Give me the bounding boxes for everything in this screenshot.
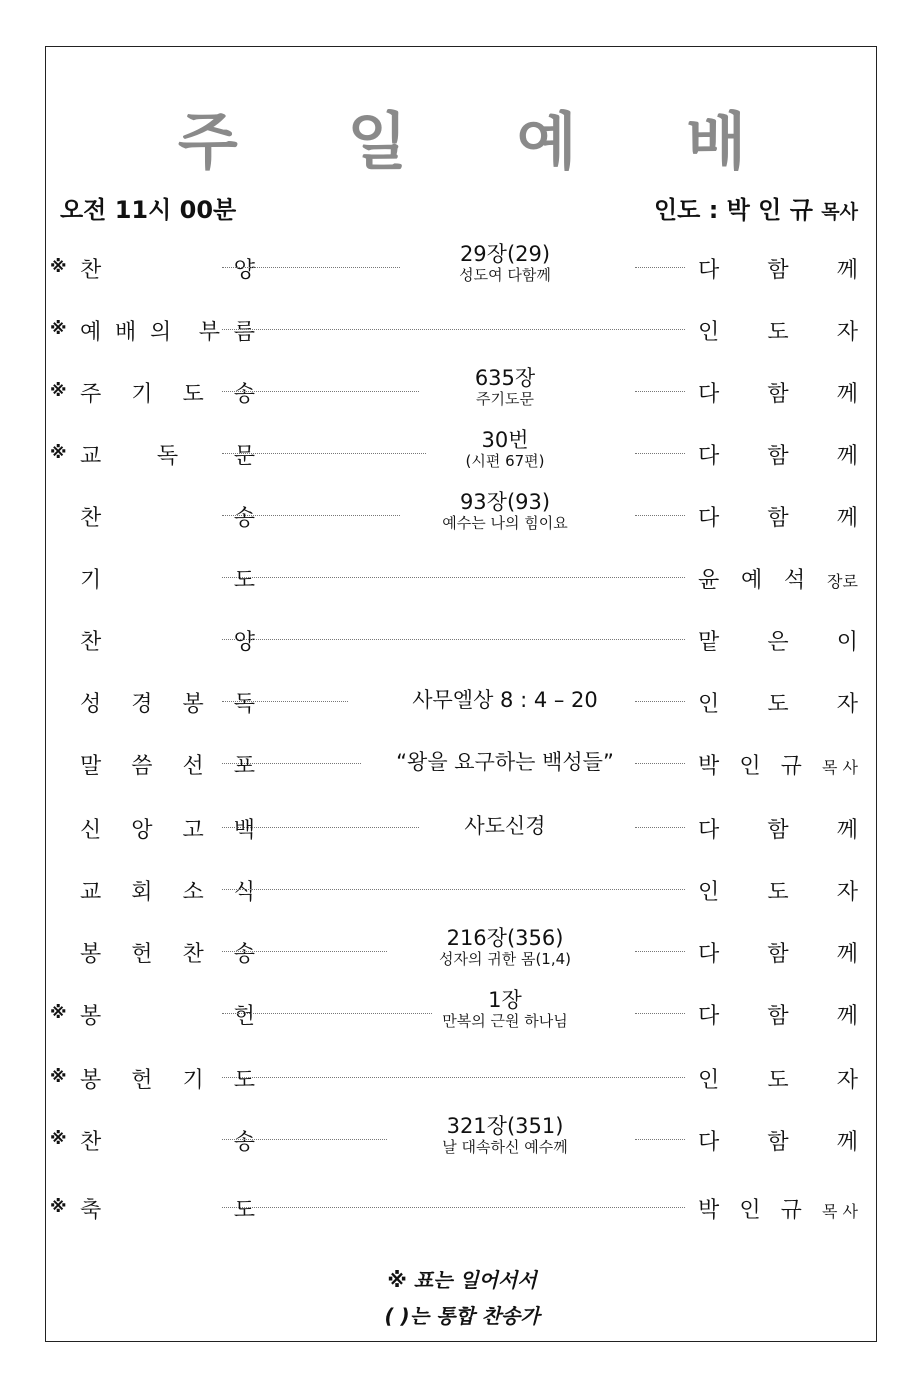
item-content	[320, 814, 690, 838]
person-title: 장로	[827, 572, 858, 591]
leader-dots	[222, 639, 685, 640]
item-label	[80, 1125, 255, 1156]
person-char: 도	[767, 692, 789, 717]
item-sub: 성도여 다함께	[459, 266, 551, 284]
leader-name: 인도 : 박 인 규	[653, 196, 813, 224]
person-char: 규	[780, 754, 802, 779]
standing-mark: ※	[50, 443, 67, 463]
item-content	[320, 490, 690, 532]
label-char: 독	[156, 444, 179, 469]
label-char: 경	[131, 692, 153, 717]
person-char: 다	[698, 382, 720, 407]
item-label	[80, 439, 255, 470]
service-item	[50, 986, 860, 1042]
item-main: “왕을 요구하는 백성들”	[396, 750, 614, 774]
standing-mark: ※	[50, 319, 67, 339]
person-char: 자	[836, 692, 858, 717]
label-char: 헌	[233, 1004, 255, 1029]
service-item	[50, 488, 860, 544]
service-item	[50, 674, 860, 730]
person-char: 께	[836, 444, 858, 469]
label-char: 양	[233, 258, 255, 283]
item-label	[80, 875, 255, 906]
label-char: 의	[150, 320, 172, 345]
item-label	[80, 563, 255, 594]
label-char: 주	[80, 382, 102, 407]
service-item	[50, 1050, 860, 1106]
item-person	[698, 687, 858, 718]
person-char: 다	[698, 506, 720, 531]
label-char: 봉	[80, 1004, 102, 1029]
item-person	[698, 749, 858, 780]
standing-mark: ※	[50, 1197, 67, 1217]
item-label	[80, 625, 255, 656]
item-label	[80, 315, 255, 346]
service-item	[50, 364, 860, 420]
item-content	[320, 688, 690, 712]
person-char: 인	[698, 880, 720, 905]
item-content	[320, 242, 690, 284]
leader-dots	[222, 889, 685, 890]
person-char: 자	[836, 320, 858, 345]
person-char: 함	[767, 942, 789, 967]
person-char: 함	[767, 1130, 789, 1155]
service-time: 오전 11시 00분	[60, 196, 237, 224]
person-char: 인	[698, 1068, 720, 1093]
person-char: 박	[698, 754, 720, 779]
item-label	[80, 253, 255, 284]
label-char: 봉	[80, 942, 102, 967]
person-title: 목 사	[821, 1202, 858, 1221]
page-title: 주 일 예 배	[177, 105, 791, 178]
item-sub: 예수는 나의 힘이요	[442, 514, 568, 532]
label-char: 기	[182, 1068, 204, 1093]
item-main: 216장(356)	[446, 926, 564, 950]
person-char: 인	[739, 1198, 761, 1223]
item-person	[698, 501, 858, 532]
item-sub: 만복의 근원 하나님	[442, 1012, 568, 1030]
person-char: 다	[698, 1130, 720, 1155]
item-person	[698, 1193, 858, 1224]
label-char: 찬	[80, 506, 102, 531]
item-person	[698, 563, 858, 594]
footer-note-standing: ※ 표는 일어서서	[387, 1268, 537, 1292]
label-char: 봉	[80, 1068, 102, 1093]
item-person	[698, 253, 858, 284]
label-char: 교	[80, 880, 102, 905]
person-char: 다	[698, 1004, 720, 1029]
item-main: 1장	[488, 988, 522, 1012]
person-title: 목 사	[821, 758, 858, 777]
person-char: 윤	[698, 568, 720, 593]
label-char: 름	[233, 320, 255, 345]
standing-mark: ※	[50, 1129, 67, 1149]
service-item	[50, 550, 860, 606]
label-char: 송	[233, 942, 255, 967]
item-person	[698, 377, 858, 408]
person-char: 함	[767, 506, 789, 531]
label-char: 신	[80, 818, 102, 843]
person-char: 예	[741, 568, 763, 593]
label-char: 찬	[182, 942, 204, 967]
item-main: 321장(351)	[446, 1114, 564, 1138]
item-person	[698, 875, 858, 906]
leader-title: 목사	[821, 201, 858, 223]
item-label	[80, 1193, 255, 1224]
person-char: 함	[767, 818, 789, 843]
leader-dots	[222, 1077, 685, 1078]
item-label	[80, 687, 255, 718]
service-item	[50, 240, 860, 296]
person-char: 도	[767, 320, 789, 345]
label-char: 교	[80, 444, 102, 469]
item-main: 사도신경	[464, 814, 546, 838]
label-char: 고	[182, 818, 204, 843]
label-char: 도	[233, 1068, 255, 1093]
standing-mark: ※	[50, 381, 67, 401]
label-char: 백	[233, 818, 255, 843]
person-char: 맡	[698, 630, 720, 655]
item-label	[80, 937, 255, 968]
item-content	[320, 1114, 690, 1156]
label-char: 앙	[131, 818, 153, 843]
item-main: 29장(29)	[459, 242, 551, 266]
item-content	[320, 750, 690, 774]
standing-mark: ※	[50, 1067, 67, 1087]
label-char: 선	[182, 754, 204, 779]
label-char: 기	[131, 382, 153, 407]
standing-mark: ※	[50, 1003, 67, 1023]
item-sub: 주기도문	[476, 390, 534, 408]
person-char: 이	[836, 630, 858, 655]
item-main: 사무엘상 8 : 4 – 20	[412, 688, 598, 712]
label-char: 성	[80, 692, 102, 717]
person-char: 함	[767, 382, 789, 407]
label-char: 찬	[80, 258, 102, 283]
person-char: 자	[836, 1068, 858, 1093]
item-person	[698, 625, 858, 656]
person-char: 다	[698, 818, 720, 843]
label-char: 헌	[131, 1068, 153, 1093]
item-label	[80, 377, 255, 408]
service-item	[50, 862, 860, 918]
item-sub: (시편 67편)	[465, 452, 545, 470]
person-char: 도	[767, 1068, 789, 1093]
label-char: 송	[233, 506, 255, 531]
person-char: 함	[767, 1004, 789, 1029]
standing-mark: ※	[50, 257, 67, 277]
item-label	[80, 1063, 255, 1094]
service-item	[50, 736, 860, 792]
item-content	[320, 366, 690, 408]
label-char: 양	[233, 630, 255, 655]
service-item	[50, 924, 860, 980]
item-content	[320, 428, 690, 470]
item-sub: 성자의 귀한 몸(1,4)	[438, 950, 572, 968]
label-char: 찬	[80, 1130, 102, 1155]
person-char: 박	[698, 1198, 720, 1223]
item-label	[80, 813, 255, 844]
label-char: 말	[80, 754, 102, 779]
item-person	[698, 439, 858, 470]
person-char: 께	[836, 382, 858, 407]
footer-note-hymnal: ( )는 통합 찬송가	[384, 1304, 540, 1328]
person-char: 인	[698, 320, 720, 345]
item-label	[80, 749, 255, 780]
item-sub: 날 대속하신 예수께	[442, 1138, 568, 1156]
item-person	[698, 999, 858, 1030]
label-char: 식	[233, 880, 255, 905]
person-char: 께	[836, 1130, 858, 1155]
person-char: 규	[780, 1198, 802, 1223]
label-char: 배	[115, 320, 137, 345]
item-main: 30번	[481, 428, 529, 452]
leader-dots	[222, 577, 685, 578]
person-char: 함	[767, 258, 789, 283]
label-char: 예	[80, 320, 102, 345]
person-char: 께	[836, 506, 858, 531]
item-person	[698, 937, 858, 968]
service-item	[50, 800, 860, 856]
leader-dots	[222, 1207, 685, 1208]
item-person	[698, 1125, 858, 1156]
person-char: 께	[836, 1004, 858, 1029]
person-char: 인	[698, 692, 720, 717]
label-char: 헌	[131, 942, 153, 967]
label-char: 도	[182, 382, 204, 407]
person-char: 석	[784, 568, 806, 593]
service-item	[50, 612, 860, 668]
label-char: 부	[198, 320, 220, 345]
service-leader	[654, 190, 858, 225]
item-main: 93장(93)	[459, 490, 551, 514]
service-item	[50, 1180, 860, 1236]
label-char: 회	[131, 880, 153, 905]
person-char: 자	[836, 880, 858, 905]
person-char: 다	[698, 258, 720, 283]
label-char: 도	[233, 1198, 255, 1223]
person-char: 께	[836, 258, 858, 283]
person-char: 은	[767, 630, 789, 655]
label-char: 찬	[80, 630, 102, 655]
label-char: 문	[233, 444, 255, 469]
label-char: 봉	[182, 692, 204, 717]
item-label	[80, 999, 255, 1030]
person-char: 께	[836, 818, 858, 843]
person-char: 도	[767, 880, 789, 905]
item-person	[698, 1063, 858, 1094]
person-char: 다	[698, 444, 720, 469]
person-char: 인	[739, 754, 761, 779]
item-main: 635장	[474, 366, 536, 390]
service-item	[50, 1112, 860, 1168]
label-char: 축	[80, 1198, 102, 1223]
label-char: 송	[233, 382, 255, 407]
label-char: 도	[233, 568, 255, 593]
label-char: 포	[233, 754, 255, 779]
item-content	[320, 926, 690, 968]
person-char: 께	[836, 942, 858, 967]
label-char: 독	[233, 692, 255, 717]
item-person	[698, 315, 858, 346]
item-person	[698, 813, 858, 844]
label-char: 송	[233, 1130, 255, 1155]
person-char: 함	[767, 444, 789, 469]
person-char: 다	[698, 942, 720, 967]
label-char: 씀	[131, 754, 153, 779]
leader-dots	[222, 329, 685, 330]
service-item	[50, 302, 860, 358]
label-char: 소	[182, 880, 204, 905]
label-char: 기	[80, 568, 102, 593]
item-label	[80, 501, 255, 532]
service-item	[50, 426, 860, 482]
item-content	[320, 988, 690, 1030]
